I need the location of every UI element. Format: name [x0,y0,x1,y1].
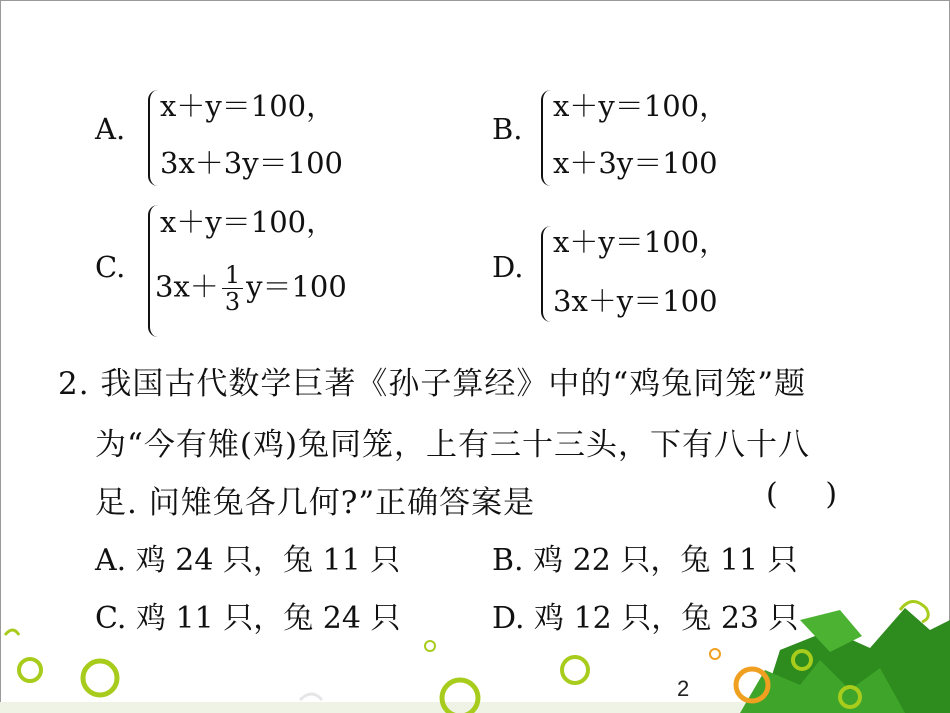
ring-icon [710,649,720,659]
question2-line1: 2. 我国古代数学巨著《孙子算经》中的“鸡兔同笼”题 [58,366,807,402]
decorative-footer [0,590,950,713]
option-c-eq2-suffix: y＝100 [246,269,347,304]
option-b-eq1: x＋y＝100， [553,89,729,123]
question2-option-a[interactable]: A. 鸡 24 只，兔 11 只 [95,543,401,578]
option-b-brace [541,90,552,186]
option-a-eq2: 3x＋3y＝100 [160,146,343,180]
question2-line2: 为“今有雉(鸡)兔同笼，上有三十三头，下有八十八 [95,427,811,463]
option-a-brace [148,90,159,186]
ring-icon [425,641,435,651]
question2-option-b[interactable]: B. 鸡 22 只，兔 11 只 [492,543,798,578]
question2-line3: 足. 问雉兔各几何?”正确答案是 [95,485,536,521]
fraction-denominator: 3 [224,288,241,316]
fraction-numerator: 1 [222,262,243,289]
page-number: 2 [677,676,690,701]
option-c-letter: C. [95,250,126,284]
option-d-brace [541,226,552,322]
option-d-eq1: x＋y＝100， [553,225,729,259]
answer-blank[interactable]: ( ) [766,477,838,512]
option-a-letter: A. [95,112,126,146]
option-a-eq1: x＋y＝100， [160,89,336,123]
swirl-icon [300,694,322,700]
ring-icon [562,657,588,683]
ring-icon [83,661,117,695]
fraction-one-third [222,262,243,315]
option-d-eq2: 3x＋y＝100 [553,284,718,318]
option-b-letter: B. [492,112,523,146]
leaf-cluster-icon [740,608,950,713]
question2-option-c[interactable]: C. 鸡 11 只，兔 24 只 [95,601,401,636]
question2-option-d[interactable]: D. 鸡 12 只，兔 23 只 [492,601,799,636]
option-b-eq2: x＋3y＝100 [553,146,718,180]
ring-icon [19,659,41,681]
option-c-eq2-prefix: 3x＋ [155,269,219,304]
option-d-letter: D. [492,250,524,284]
option-c-eq1: x＋y＝100， [160,205,336,239]
swirl-icon [5,630,19,635]
option-c-eq2 [155,262,347,315]
